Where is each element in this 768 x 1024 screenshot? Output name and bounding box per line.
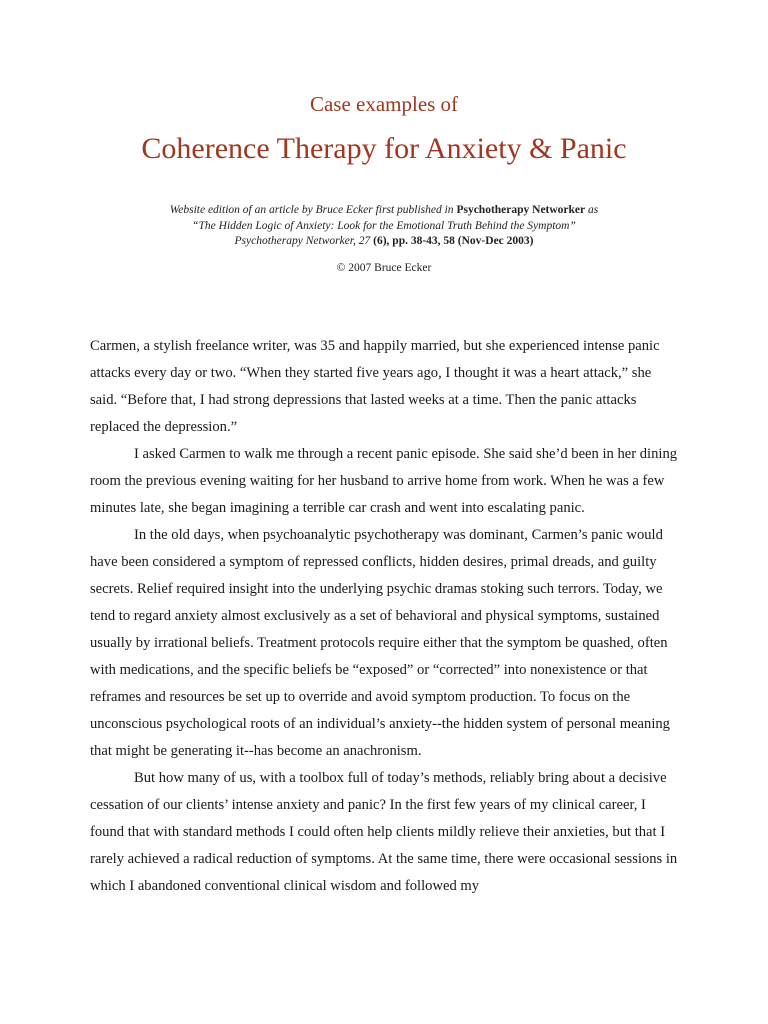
body-paragraph: But how many of us, with a toolbox full of today’s methods, reliably bring about a decisive cessation of our clients’ intense anxiety and panic? In the first few years of my clinical career, I found that with standard methods I could often help clients mildly relieve their anxieties, but that I rarely achieved a radical reduction of symptoms. At the same time, there were occasional sessions in which I abandoned conventional clinical wisdom and followed my [90,770,678,894]
article-body [90,333,680,900]
copyright-notice: © 2007 Bruce Ecker [336,262,432,274]
journal-name: Psychotherapy Networker [456,204,586,216]
body-paragraph: I asked Carmen to walk me through a recent panic episode. She said she’d been in her dining room the previous evening waiting for her husband to arrive home from work. When he was a few minutes late, she began imagining a terrible car crash and went into escalating panic. [90,446,678,516]
publication-credits [0,203,768,250]
page-title: Coherence Therapy for Anxiety & Panic [141,132,627,165]
article-title: “The Hidden Logic of Anxiety: Look for the Emotional Truth Behind the Symptom” [192,219,576,232]
title-kicker: Case examples of [309,92,459,116]
credits-line-3 [0,234,768,250]
body-paragraph: In the old days, when psychoanalytic psychotherapy was dominant, Carmen’s panic would have been considered a symptom of repressed conflicts, hidden desires, primal dreads, and guilty secrets. Relief required insight into the underlying psychic dramas stoking such terrors. Today, we tend to regard anxiety almost exclusively as a set of behavioral and physical symptoms, sustained usually by irrational beliefs. Treatment protocols require either that the symptom be quashed, often with medications, and the specific beliefs be “exposed” or “corrected” into nonexistence or that reframes and resources be set up to override and avoid symptom production. To focus on the unconscious psychological roots of an individual’s anxiety--the hidden system of personal meaning that might be generating it--has become an anachronism. [90,527,670,759]
body-paragraph: Carmen, a stylish freelance writer, was 35 and happily married, but she experienced intense panic attacks every day or two. “When they started five years ago, I thought it was a heart attack,” she said. “Before that, I had strong depressions that lasted weeks at a time. Then the panic attacks replaced the depression.” [90,338,660,435]
credits-line-1-intro: Website edition of an article by Bruce Ecker first published in [169,204,457,216]
citation-details: (6), pp. 38-43, 58 (Nov-Dec 2003) [373,235,534,247]
credits-line-1-tail: as [585,204,599,216]
citation-journal: Psychotherapy Networker, 27 [234,235,374,247]
credits-line-1 [0,203,768,219]
